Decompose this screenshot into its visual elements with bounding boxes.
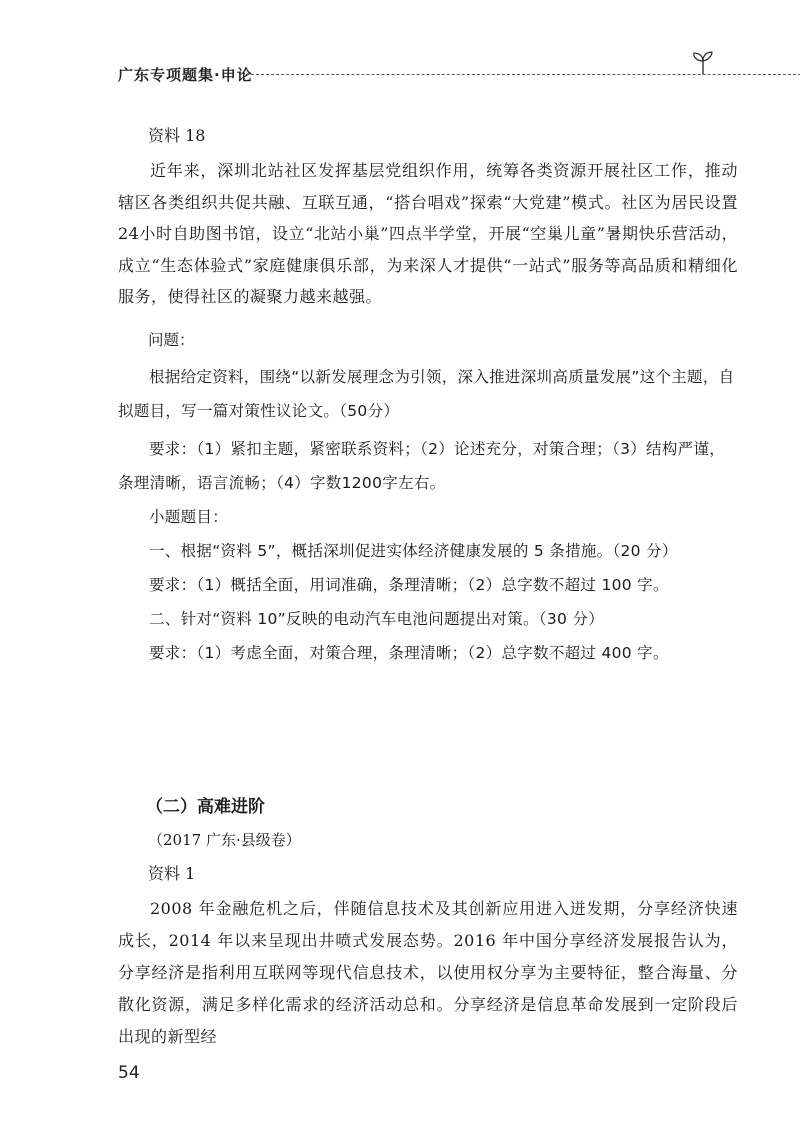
question-prompt: 根据给定资料，围绕“以新发展理念为引领，深入推进深圳高质量发展”这个主题，自拟题目，写一篇对策性议论文。（50分） (118, 368, 735, 420)
subquestion-2: 二、针对“资料 10”反映的电动汽车电池问题提出对策。（30 分） (149, 610, 605, 628)
header-title: 广东专项题集·申论 (118, 66, 253, 84)
subquestions-block (118, 500, 738, 670)
material-1-body: 2008 年金融危机之后，伴随信息技术及其创新应用进入迸发期，分享经济快速成长，2014 年以来呈现出井喷式发展态势。2016 年中国分享经济发展报告认为，分享经济是指利用互联网等现代信息技术，以使用权分享为主要特征，整合海量、分散化资源，满足多样化需求的经济活动总和。分享经济是信息革命发展到一定阶段后出现的新型经 (118, 899, 738, 1046)
material-1-label: 资料 1 (148, 864, 196, 883)
subquestion-1-requirements: 要求：（1）概括全面，用词准确，条理清晰；（2）总字数不超过 100 字。 (149, 576, 669, 594)
subquestion-2-requirements: 要求：（1）考虑全面，对策合理，条理清晰；（2）总字数不超过 400 字。 (149, 644, 669, 662)
running-header (118, 60, 718, 90)
section-2-source: （2017 广东·县级卷） (148, 831, 301, 849)
question-block (118, 325, 738, 500)
question-requirements: 要求：（1）紧扣主题，紧密联系资料；（2）论述充分，对策合理；（3）结构严谨，条理清晰，语言流畅；（4）字数1200字左右。 (118, 440, 726, 492)
material-18-block (118, 120, 738, 313)
page-number: 54 (118, 1063, 140, 1083)
section-2-block (118, 792, 738, 1053)
section-2-heading: （二）高难进阶 (146, 797, 265, 817)
question-label: 问题： (148, 331, 195, 349)
material-18-label: 资料 18 (148, 126, 206, 145)
subquestion-1: 一、根据“资料 5”，概括深圳促进实体经济健康发展的 5 条措施。（20 分） (149, 542, 678, 560)
material-18-body: 近年来，深圳北站社区发挥基层党组织作用，统筹各类资源开展社区工作，推动辖区各类组织共促共融、互联互通，“搭台唱戏”探索“大党建”模式。社区为居民设置24小时自助图书馆，设立“北站小巢”四点半学堂，开展“空巢儿童”暑期快乐营活动，成立“生态体验式”家庭健康俱乐部，为来深人才提供“一站式”服务等高品质和精细化服务，使得社区的凝聚力越来越强。 (118, 161, 738, 306)
subquestions-label: 小题题目： (149, 508, 229, 526)
sprout-icon (688, 50, 718, 76)
